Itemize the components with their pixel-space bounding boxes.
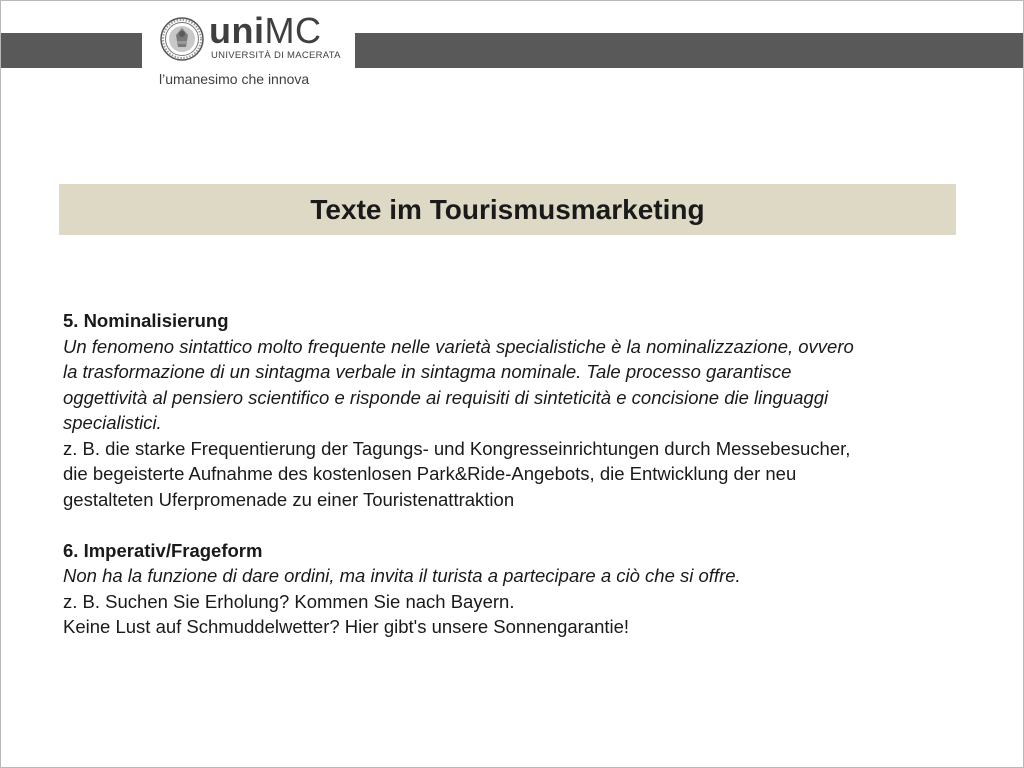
logo-subtitle: UNIVERSITÀ DI MACERATA <box>211 50 341 61</box>
section-6-example-line: Keine Lust auf Schmuddelwetter? Hier gibt's unsere Sonnengarantie! <box>63 616 630 637</box>
title-bar <box>59 184 956 235</box>
section-6-italic-line: Non ha la funzione di dare ordini, ma invita il turista a partecipare a ciò che si offre. <box>63 565 741 586</box>
section-6-heading: 6. Imperativ/Frageform <box>63 539 263 561</box>
logo-mc-text: MC <box>264 10 322 51</box>
section-5-example-line: z. B. die starke Frequentierung der Tagungs- und Kongresseinrichtungen durch Messebesucher, <box>63 437 851 459</box>
section-5-heading: 5. Nominalisierung <box>63 310 229 331</box>
section-5-italic-line: la trasformazione di un sintagma verbale in sintagma nominale. Tale processo garantisce <box>63 361 792 382</box>
university-logo <box>209 10 349 63</box>
slide-title: Texte im Tourismusmarketing <box>310 193 705 225</box>
header-band-left <box>1 33 142 68</box>
section-5-example-line: die begeisterte Aufnahme des kostenlosen Park&Ride-Angebots, die Entwicklung der neu <box>63 463 797 484</box>
header-band-right <box>355 33 1023 68</box>
slide-body <box>63 308 963 640</box>
section-5-example-line: gestalteten Uferpromenade zu einer Touristenattraktion <box>63 488 515 510</box>
logo-tagline: l’umanesimo che innova <box>159 71 310 87</box>
section-5-italic-line: oggettività al pensiero scientifico e risponde ai requisiti di sinteticità e concisione die linguaggi <box>63 386 829 408</box>
paragraph-gap <box>63 512 963 538</box>
section-5-italic-line: Un fenomeno sintattico molto frequente nelle varietà specialistiche è la nominalizzazione, ovvero <box>63 335 854 357</box>
university-seal-icon <box>160 17 204 61</box>
section-5-italic-line: specialistici. <box>63 412 162 433</box>
section-6-example-line: z. B. Suchen Sie Erholung? Kommen Sie nach Bayern. <box>63 590 515 612</box>
logo-uni-text: uni <box>209 10 265 51</box>
